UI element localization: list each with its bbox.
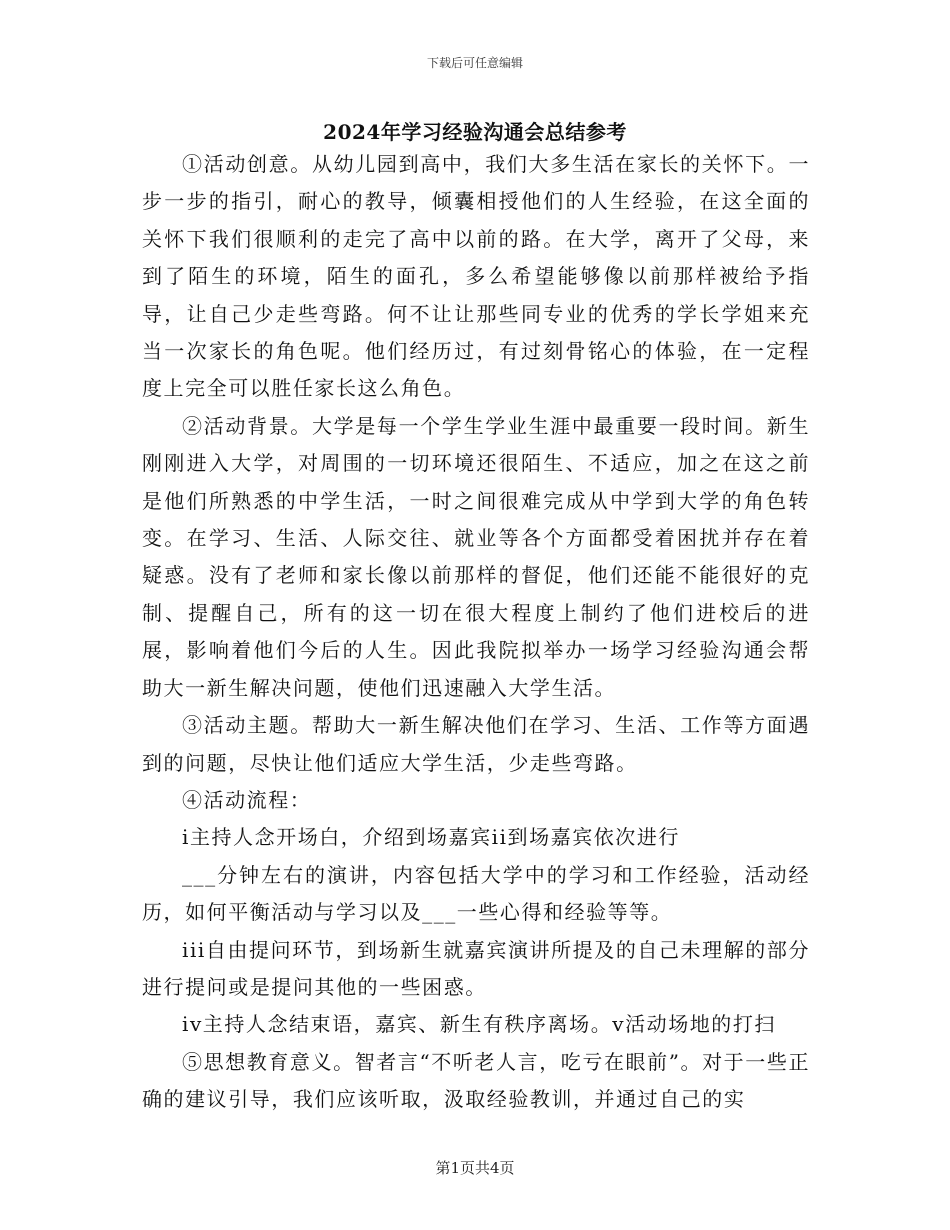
page-number-footer: 第1页共4页 xyxy=(435,1159,515,1177)
paragraph-activity-idea: ①活动创意。从幼儿园到高中，我们大多生活在家长的关怀下。一步一步的指引，耐心的教导，倾囊相授他们的人生经验，在这全面的关怀下我们很顺利的走完了高中以前的路。在大学，离开了父母，来到了陌生的环境，陌生的面孔，多么希望能够像以前那样被给予指导，让自己少走些弯路。何不让让那些同专业的优秀的学长学姐来充当一次家长的角色呢。他们经历过，有过刻骨铭心的体验，在一定程度上完全可以胜任家长这么角色。 xyxy=(142,152,810,401)
document-title: 2024年学习经验沟通会总结参考 xyxy=(323,120,627,144)
paragraph-process-step-1: i主持人念开场白，介绍到场嘉宾ii到场嘉宾依次进行 xyxy=(182,825,680,850)
paragraph-activity-theme: ③活动主题。帮助大一新生解决他们在学习、生活、工作等方面遇到的问题，尽快让他们适应大学生活，少走些弯路。 xyxy=(142,713,810,775)
paragraph-education-meaning: ⑤思想教育意义。智者言“不听老人言，吃亏在眼前”。对于一些正确的建议引导，我们应该听取，汲取经验教训，并通过自己的实 xyxy=(142,1049,810,1112)
paragraph-activity-background: ②活动背景。大学是每一个学生学业生涯中最重要一段时间。新生刚刚进入大学，对周围的一切环境还很陌生、不适应，加之在这之前是他们所熟悉的中学生活，一时之间很难完成从中学到大学的角色转变。在学习、生活、人际交往、就业等各个方面都受着困扰并存在着疑惑。没有了老师和家长像以前那样的督促，他们还能不能很好的克制、提醒自己，所有的这一切在很大程度上制约了他们进校后的进展，影响着他们今后的人生。因此我院拟举办一场学习经验沟通会帮助大一新生解决问题，使他们迅速融入大学生活。 xyxy=(142,413,810,700)
paragraph-process-qa: iii自由提问环节，到场新生就嘉宾演讲所提及的自己未理解的部分进行提问或是提问其他的一些困惑。 xyxy=(142,937,810,999)
paragraph-activity-process-heading: ④活动流程： xyxy=(182,787,312,812)
edit-notice: 下载后可任意编辑 xyxy=(426,56,523,70)
document-body xyxy=(142,146,810,1119)
paragraph-process-speech: ___分钟左右的演讲，内容包括大学中的学习和工作经验，活动经历，如何平衡活动与学习以及___一些心得和经验等等。 xyxy=(142,862,810,925)
paragraph-process-closing: iv主持人念结束语，嘉宾、新生有秩序离场。v活动场地的打扫 xyxy=(182,1012,776,1037)
